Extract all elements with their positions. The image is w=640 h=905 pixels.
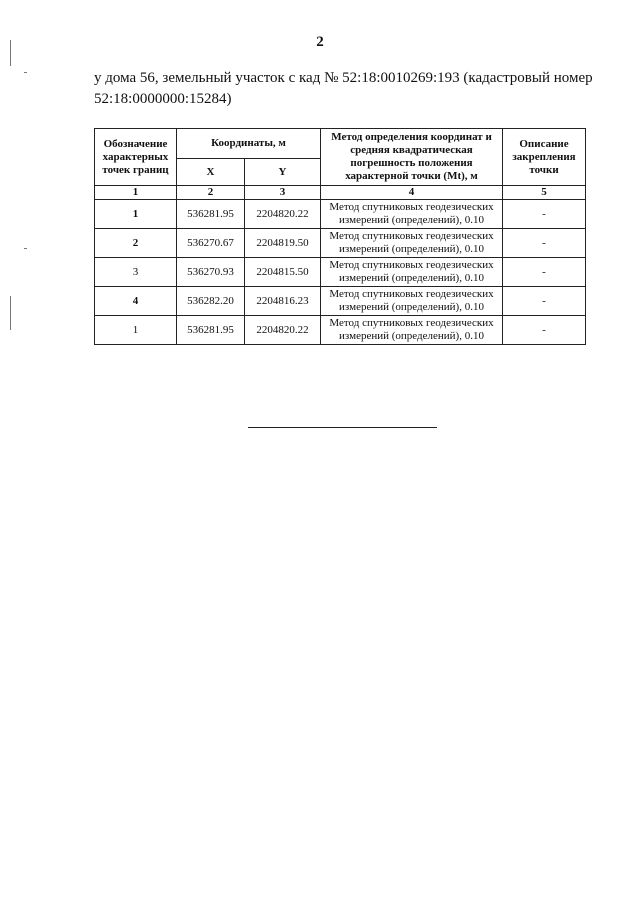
header-method: Метод определения координат и средняя квадратическая погрешность положения характерной точки (Mt), м bbox=[321, 129, 503, 186]
table-row bbox=[95, 287, 586, 316]
scan-mark bbox=[24, 248, 27, 249]
intro-paragraph: у дома 56, земельный участок с кад № 52:18:0010269:193 (кадастровый номер 52:18:0000000:15284) bbox=[94, 70, 593, 107]
coordinates-table bbox=[94, 128, 586, 345]
page-number: 2 bbox=[316, 34, 324, 50]
coord-y: 2204820.22 bbox=[245, 316, 321, 345]
coord-y: 2204819.50 bbox=[245, 229, 321, 258]
table-row bbox=[95, 200, 586, 229]
closing-rule bbox=[248, 427, 437, 428]
column-number: 5 bbox=[503, 186, 586, 200]
method-cell: Метод спутниковых геодезических измерений (определений), 0.10 bbox=[321, 258, 503, 287]
method-cell: Метод спутниковых геодезических измерений (определений), 0.10 bbox=[321, 229, 503, 258]
coord-x: 536270.67 bbox=[177, 229, 245, 258]
header-y: Y bbox=[245, 159, 321, 186]
description-cell: - bbox=[503, 258, 586, 287]
description-cell: - bbox=[503, 200, 586, 229]
description-cell: - bbox=[503, 229, 586, 258]
coord-y: 2204815.50 bbox=[245, 258, 321, 287]
scan-mark bbox=[10, 40, 11, 66]
table-row bbox=[95, 258, 586, 287]
point-id: 4 bbox=[95, 287, 177, 316]
column-number: 1 bbox=[95, 186, 177, 200]
column-number: 4 bbox=[321, 186, 503, 200]
scan-mark bbox=[10, 296, 11, 330]
header-description: Описание закрепления точки bbox=[503, 129, 586, 186]
column-number: 2 bbox=[177, 186, 245, 200]
point-id: 1 bbox=[95, 316, 177, 345]
table-row bbox=[95, 316, 586, 345]
point-id: 3 bbox=[95, 258, 177, 287]
method-cell: Метод спутниковых геодезических измерений (определений), 0.10 bbox=[321, 287, 503, 316]
method-cell: Метод спутниковых геодезических измерений (определений), 0.10 bbox=[321, 316, 503, 345]
table-row bbox=[95, 229, 586, 258]
header-coordinates: Координаты, м bbox=[177, 129, 321, 159]
header-point-designation: Обозначение характерных точек границ bbox=[95, 129, 177, 186]
coord-x: 536270.93 bbox=[177, 258, 245, 287]
description-cell: - bbox=[503, 287, 586, 316]
coord-y: 2204816.23 bbox=[245, 287, 321, 316]
header-x: X bbox=[177, 159, 245, 186]
point-id: 2 bbox=[95, 229, 177, 258]
coord-x: 536281.95 bbox=[177, 316, 245, 345]
description-cell: - bbox=[503, 316, 586, 345]
scan-mark bbox=[24, 72, 27, 73]
point-id: 1 bbox=[95, 200, 177, 229]
coord-x: 536282.20 bbox=[177, 287, 245, 316]
column-number: 3 bbox=[245, 186, 321, 200]
coord-y: 2204820.22 bbox=[245, 200, 321, 229]
method-cell: Метод спутниковых геодезических измерений (определений), 0.10 bbox=[321, 200, 503, 229]
coord-x: 536281.95 bbox=[177, 200, 245, 229]
